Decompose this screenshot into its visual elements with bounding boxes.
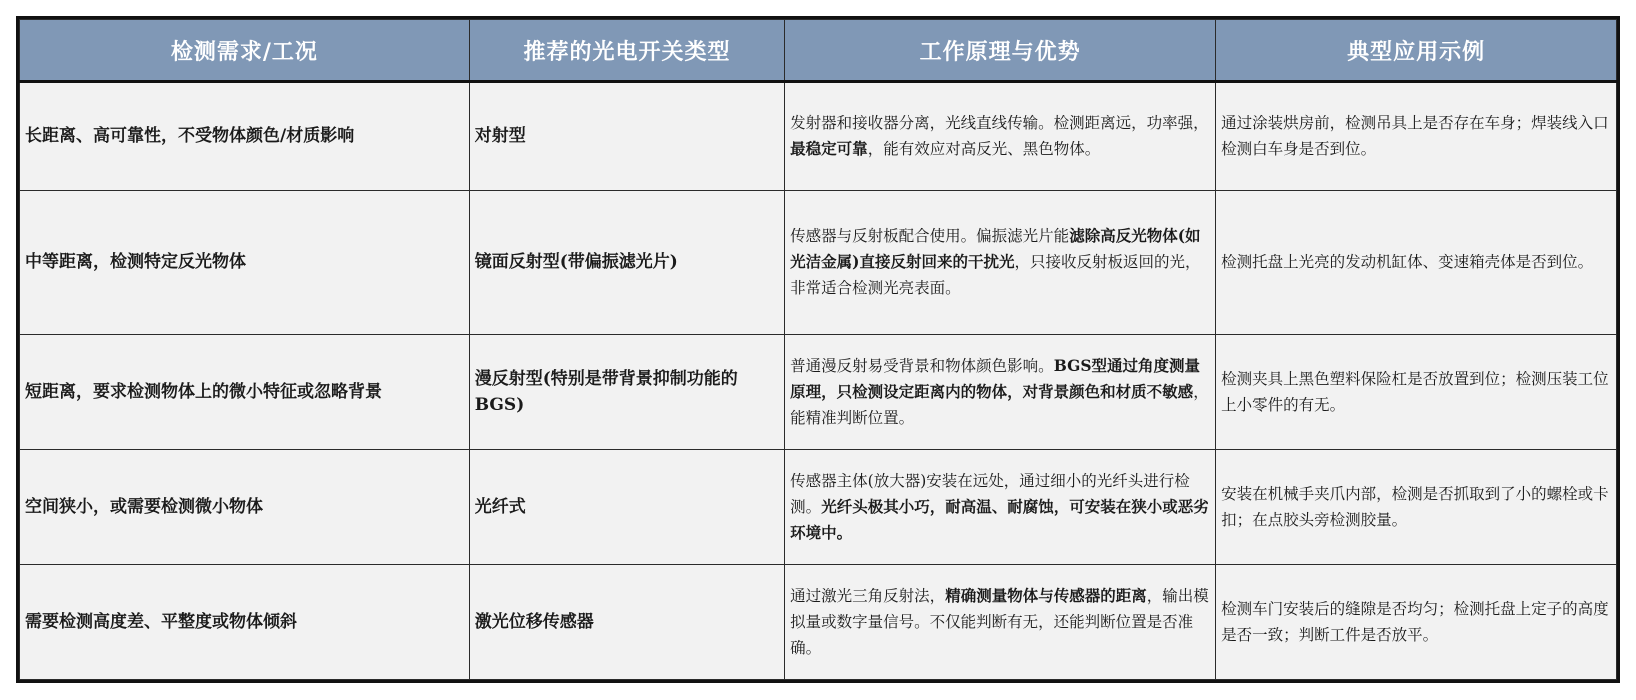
cell-example: 检测车门安装后的缝隙是否均匀；检测托盘上定子的高度是否一致；判断工件是否放平。 xyxy=(1216,564,1617,679)
cell-example: 检测托盘上光亮的发动机缸体、变速箱壳体是否到位。 xyxy=(1216,190,1617,334)
photoelectric-switch-table xyxy=(19,19,1617,680)
cell-principle xyxy=(785,564,1216,679)
cell-need: 长距离、高可靠性，不受物体颜色/材质影响 xyxy=(20,82,470,191)
cell-need: 空间狭小，或需要检测微小物体 xyxy=(20,449,470,564)
table-row xyxy=(20,564,1617,679)
principle-text: 发射器和接收器分离，光线直线传输。检测距离远，功率强， xyxy=(790,114,1209,133)
table-header xyxy=(20,20,1617,82)
header-row xyxy=(20,20,1617,82)
principle-emphasis: 滤除高反光物体(如光洁金属)直接反射回来的干扰光 xyxy=(790,226,1201,272)
cell-principle xyxy=(785,449,1216,564)
table-body xyxy=(20,82,1617,680)
principle-text-tail: ，能有效应对高反光、黑色物体。 xyxy=(867,140,1101,159)
cell-principle xyxy=(785,82,1216,191)
cell-need: 短距离，要求检测物体上的微小特征或忽略背景 xyxy=(20,334,470,449)
cell-type: 镜面反射型(带偏振滤光片) xyxy=(469,190,784,334)
cell-principle xyxy=(785,190,1216,334)
principle-text-tail: ，输出模拟量或数字量信号。不仅能判断有无，还能判断位置是否准确。 xyxy=(790,586,1209,657)
header-type: 推荐的光电开关类型 xyxy=(469,20,784,82)
cell-principle xyxy=(785,334,1216,449)
principle-text: 传感器与反射板配合使用。偏振滤光片能 xyxy=(790,227,1070,246)
principle-emphasis: BGS型通过角度测量原理，只检测设定距离内的物体，对背景颜色和材质不敏感 xyxy=(790,355,1201,401)
cell-example: 通过涂装烘房前，检测吊具上是否存在车身；焊装线入口检测白车身是否到位。 xyxy=(1216,82,1617,191)
comparison-table-frame xyxy=(16,16,1620,683)
cell-need: 需要检测高度差、平整度或物体倾斜 xyxy=(20,564,470,679)
principle-text: 传感器主体(放大器)安装在远处，通过细小的光纤头进行检测。 xyxy=(790,471,1190,516)
cell-need: 中等距离，检测特定反光物体 xyxy=(20,190,470,334)
principle-text-tail: ，只接收反射板返回的光，非常适合检测光亮表面。 xyxy=(790,253,1201,298)
header-example: 典型应用示例 xyxy=(1216,20,1617,82)
cell-type: 对射型 xyxy=(469,82,784,191)
principle-text: 普通漫反射易受背景和物体颜色影响。 xyxy=(790,356,1054,375)
principle-emphasis: 最稳定可靠 xyxy=(790,139,868,159)
cell-type: 激光位移传感器 xyxy=(469,564,784,679)
cell-type: 漫反射型(特别是带背景抑制功能的BGS) xyxy=(469,334,784,449)
table-row xyxy=(20,190,1617,334)
table-row xyxy=(20,82,1617,191)
principle-emphasis: 精确测量物体与传感器的距离 xyxy=(945,585,1147,605)
header-principle: 工作原理与优势 xyxy=(785,20,1216,82)
principle-text: 通过激光三角反射法， xyxy=(790,586,946,605)
header-need: 检测需求/工况 xyxy=(20,20,470,82)
principle-emphasis: 光纤头极其小巧，耐高温、耐腐蚀，可安装在狭小或恶劣环境中。 xyxy=(790,496,1209,542)
cell-example: 安装在机械手夹爪内部，检测是否抓取到了小的螺栓或卡扣；在点胶头旁检测胶量。 xyxy=(1216,449,1617,564)
cell-example: 检测夹具上黑色塑料保险杠是否放置到位；检测压装工位上小零件的有无。 xyxy=(1216,334,1617,449)
cell-type: 光纤式 xyxy=(469,449,784,564)
principle-text-tail: ，能精准判断位置。 xyxy=(790,382,1209,427)
table-row xyxy=(20,334,1617,449)
table-row xyxy=(20,449,1617,564)
